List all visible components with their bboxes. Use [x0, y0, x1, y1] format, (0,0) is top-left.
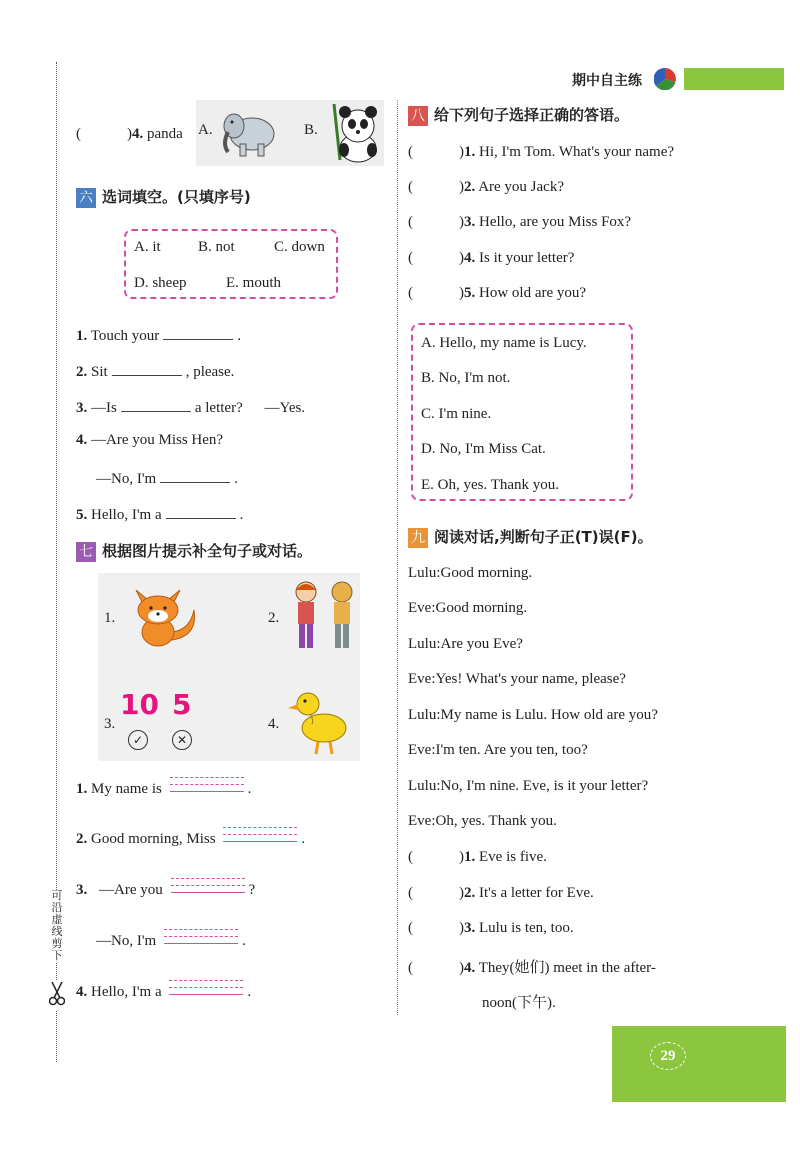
- section8-badge: 八: [408, 106, 428, 126]
- question-number: 3.: [464, 920, 476, 936]
- pic-label-1: 1.: [104, 610, 116, 626]
- question-number: 4.: [464, 960, 476, 976]
- scissors-icon: [49, 980, 65, 1011]
- item-text: It's a letter for Eve.: [479, 885, 594, 901]
- paren-open: (: [408, 144, 413, 160]
- option-item: A. it: [134, 239, 161, 255]
- item-text: .: [247, 984, 252, 1000]
- section7-heading: [76, 540, 312, 562]
- question-number: 2.: [464, 179, 476, 195]
- paren-open: (: [408, 250, 413, 266]
- s7-item-1: [76, 777, 251, 798]
- paren-close: ): [459, 144, 464, 160]
- dialogue-line: Eve:Good morning.: [408, 600, 528, 616]
- section6-title: 选词填空。(只填序号): [102, 188, 251, 206]
- column-divider: [397, 100, 398, 1015]
- s7-item-2: [76, 827, 305, 848]
- item-text: Hello, I'm a: [91, 507, 162, 523]
- cut-char: 沿: [51, 901, 63, 914]
- paren-open: (: [408, 920, 413, 936]
- number-5: 5: [172, 688, 192, 721]
- item-text: —Yes.: [264, 400, 306, 416]
- dialogue-line: Lulu:My name is Lulu. How old are you?: [408, 707, 658, 723]
- answer-blank[interactable]: [121, 397, 191, 412]
- paren-close: ): [459, 179, 464, 195]
- item-text: Is it your letter?: [479, 250, 575, 266]
- item-text: Hello, I'm a: [91, 984, 162, 1000]
- option-a-label: A.: [198, 122, 213, 138]
- color-ball-icon: [654, 68, 676, 95]
- item-text: .: [239, 507, 244, 523]
- paren-close: ): [459, 214, 464, 230]
- panda-icon: [326, 102, 384, 169]
- s6-item-2: [76, 361, 234, 381]
- item-text: .: [241, 933, 246, 949]
- question-number: 2.: [76, 364, 88, 380]
- question-word: panda: [147, 126, 183, 142]
- paren-open: (: [408, 179, 413, 195]
- item-text: Sit: [91, 364, 108, 380]
- q4-panda-line: [76, 126, 183, 143]
- answer-option: E. Oh, yes. Thank you.: [421, 477, 560, 493]
- section9-heading: [408, 526, 653, 548]
- question-number: 3.: [76, 400, 88, 416]
- option-item: C. down: [274, 239, 325, 255]
- number-10: 10: [120, 688, 159, 721]
- item-text: Touch your: [90, 328, 160, 344]
- s9-item-1: [408, 849, 547, 866]
- item-text: Hi, I'm Tom. What's your name?: [479, 144, 675, 160]
- paren-close: ): [459, 250, 464, 266]
- paren-close: ): [459, 960, 464, 976]
- option-item: B. not: [198, 239, 235, 255]
- item-text: —Is: [91, 400, 117, 416]
- section8-heading: [408, 104, 629, 126]
- pic-label-4: 4.: [268, 716, 280, 732]
- header-green-bar: [684, 68, 784, 90]
- item-text: —Are you Miss Hen?: [91, 432, 224, 448]
- cut-char: 下: [51, 949, 63, 962]
- answer-option: B. No, I'm not.: [421, 370, 511, 386]
- question-number: 4.: [76, 984, 88, 1000]
- section9-badge: 九: [408, 528, 428, 548]
- item-text: Hello, are you Miss Fox?: [479, 214, 632, 230]
- paren-open: (: [408, 960, 413, 976]
- section9-title: 阅读对话,判断句子正(T)误(F)。: [434, 528, 653, 546]
- dialogue-line: Lulu:Are you Eve?: [408, 636, 523, 652]
- s8-item-2: [408, 179, 564, 196]
- cut-char: 线: [51, 925, 63, 938]
- item-text: My name is: [91, 781, 162, 797]
- paren-open: (: [408, 885, 413, 901]
- s9-item-4-continuation: noon(下午).: [482, 995, 556, 1011]
- item-text: ?: [248, 882, 256, 898]
- section8-answers-box: [411, 323, 633, 501]
- answer-blank[interactable]: [160, 468, 230, 483]
- option-item: D. sheep: [134, 275, 187, 291]
- elephant-icon: [220, 104, 280, 165]
- s7-item-3: [76, 878, 255, 899]
- paren-close: ): [127, 126, 132, 142]
- dialogue-line: Lulu:No, I'm nine. Eve, is it your letter?: [408, 778, 649, 794]
- paren-open: (: [408, 214, 413, 230]
- question-number: 4.: [464, 250, 476, 266]
- cut-char: 虚: [51, 913, 63, 926]
- cut-char: 剪: [51, 937, 63, 950]
- paren-open: (: [76, 126, 81, 142]
- option-item: E. mouth: [226, 275, 281, 291]
- question-number: 4.: [132, 126, 144, 142]
- paren-close: ): [459, 285, 464, 301]
- check-mark: ✓: [132, 733, 144, 747]
- writing-lines[interactable]: [223, 827, 297, 848]
- question-number: 2.: [76, 831, 88, 847]
- question-number: 3.: [464, 214, 476, 230]
- writing-lines[interactable]: [171, 878, 245, 899]
- item-text: a letter?: [194, 400, 243, 416]
- check-mark-icon: [128, 730, 148, 750]
- s6-item-5: [76, 504, 243, 524]
- dialogue-line: Eve:Yes! What's your name, please?: [408, 671, 626, 687]
- cut-label: [51, 890, 63, 962]
- item-text: Eve is five.: [479, 849, 547, 865]
- question-number: 1.: [464, 849, 476, 865]
- s9-item-2: [408, 885, 594, 902]
- s6-item-4: [76, 432, 223, 449]
- writing-lines[interactable]: [164, 929, 238, 950]
- answer-option: A. Hello, my name is Lucy.: [421, 335, 587, 351]
- s8-item-4: [408, 250, 574, 267]
- page-number: 29: [650, 1042, 686, 1070]
- section7-title: 根据图片提示补全句子或对话。: [102, 542, 313, 560]
- item-text: Good morning, Miss: [91, 831, 216, 847]
- question-number: 1.: [76, 781, 88, 797]
- item-text: Are you Jack?: [478, 179, 564, 195]
- answer-blank[interactable]: [112, 361, 182, 376]
- s8-item-5: [408, 285, 586, 302]
- s8-item-3: [408, 214, 631, 231]
- fox-icon: [120, 580, 200, 657]
- item-text: .: [301, 831, 306, 847]
- page-number-block: [612, 1026, 786, 1102]
- pic-label-2: 2.: [268, 610, 280, 626]
- cut-char: 可: [51, 889, 63, 902]
- question-number: 1.: [464, 144, 476, 160]
- s7-item-4: [76, 980, 251, 1001]
- item-text: How old are you?: [479, 285, 587, 301]
- answer-blank[interactable]: [163, 325, 233, 340]
- s8-item-1: [408, 144, 674, 161]
- section6-heading: [76, 186, 251, 208]
- dialogue-line: Eve:Oh, yes. Thank you.: [408, 813, 557, 829]
- s7-item-3b: [96, 929, 246, 950]
- s9-item-3: [408, 920, 574, 937]
- item-text: , please.: [185, 364, 235, 380]
- girl-and-dog-icon: [288, 578, 360, 657]
- s6-item-1: [76, 325, 241, 345]
- section6-options-box: [124, 229, 338, 299]
- s6-item-3: [76, 397, 305, 417]
- question-number: 2.: [464, 885, 476, 901]
- s6-item-4b: [96, 468, 238, 488]
- answer-blank[interactable]: [166, 504, 236, 519]
- question-number: 4.: [76, 432, 88, 448]
- item-text: —No, I'm: [96, 933, 157, 949]
- s9-item-4: [408, 956, 656, 977]
- question-number: 5.: [76, 507, 88, 523]
- item-text: .: [247, 781, 252, 797]
- writing-lines[interactable]: [170, 777, 244, 798]
- answer-option: C. I'm nine.: [421, 406, 492, 422]
- answer-option: D. No, I'm Miss Cat.: [421, 441, 546, 457]
- cross-mark: ✕: [176, 733, 188, 747]
- writing-lines[interactable]: [169, 980, 243, 1001]
- paren-close: ): [459, 920, 464, 936]
- paren-open: (: [408, 285, 413, 301]
- item-text: —Are you: [99, 882, 163, 898]
- dialogue-line: Eve:I'm ten. Are you ten, too?: [408, 742, 588, 758]
- option-b-label: B.: [304, 122, 318, 138]
- question-number: 1.: [76, 328, 88, 344]
- item-text: —No, I'm: [96, 471, 157, 487]
- duck-icon: [288, 684, 350, 763]
- item-text: They(她们) meet in the after-: [478, 960, 656, 976]
- question-number: 5.: [464, 285, 476, 301]
- header-title: 期中自主练: [572, 73, 642, 89]
- question-number: 3.: [76, 882, 88, 898]
- pic-label-3: 3.: [104, 716, 116, 732]
- cross-mark-icon: [172, 730, 192, 750]
- section8-title: 给下列句子选择正确的答语。: [434, 106, 630, 124]
- dialogue-line: Lulu:Good morning.: [408, 565, 533, 581]
- item-text: .: [234, 471, 238, 487]
- paren-close: ): [459, 849, 464, 865]
- item-text: Lulu is ten, too.: [479, 920, 574, 936]
- item-text: .: [237, 328, 242, 344]
- section6-badge: 六: [76, 188, 96, 208]
- section7-badge: 七: [76, 542, 96, 562]
- paren-open: (: [408, 849, 413, 865]
- paren-close: ): [459, 885, 464, 901]
